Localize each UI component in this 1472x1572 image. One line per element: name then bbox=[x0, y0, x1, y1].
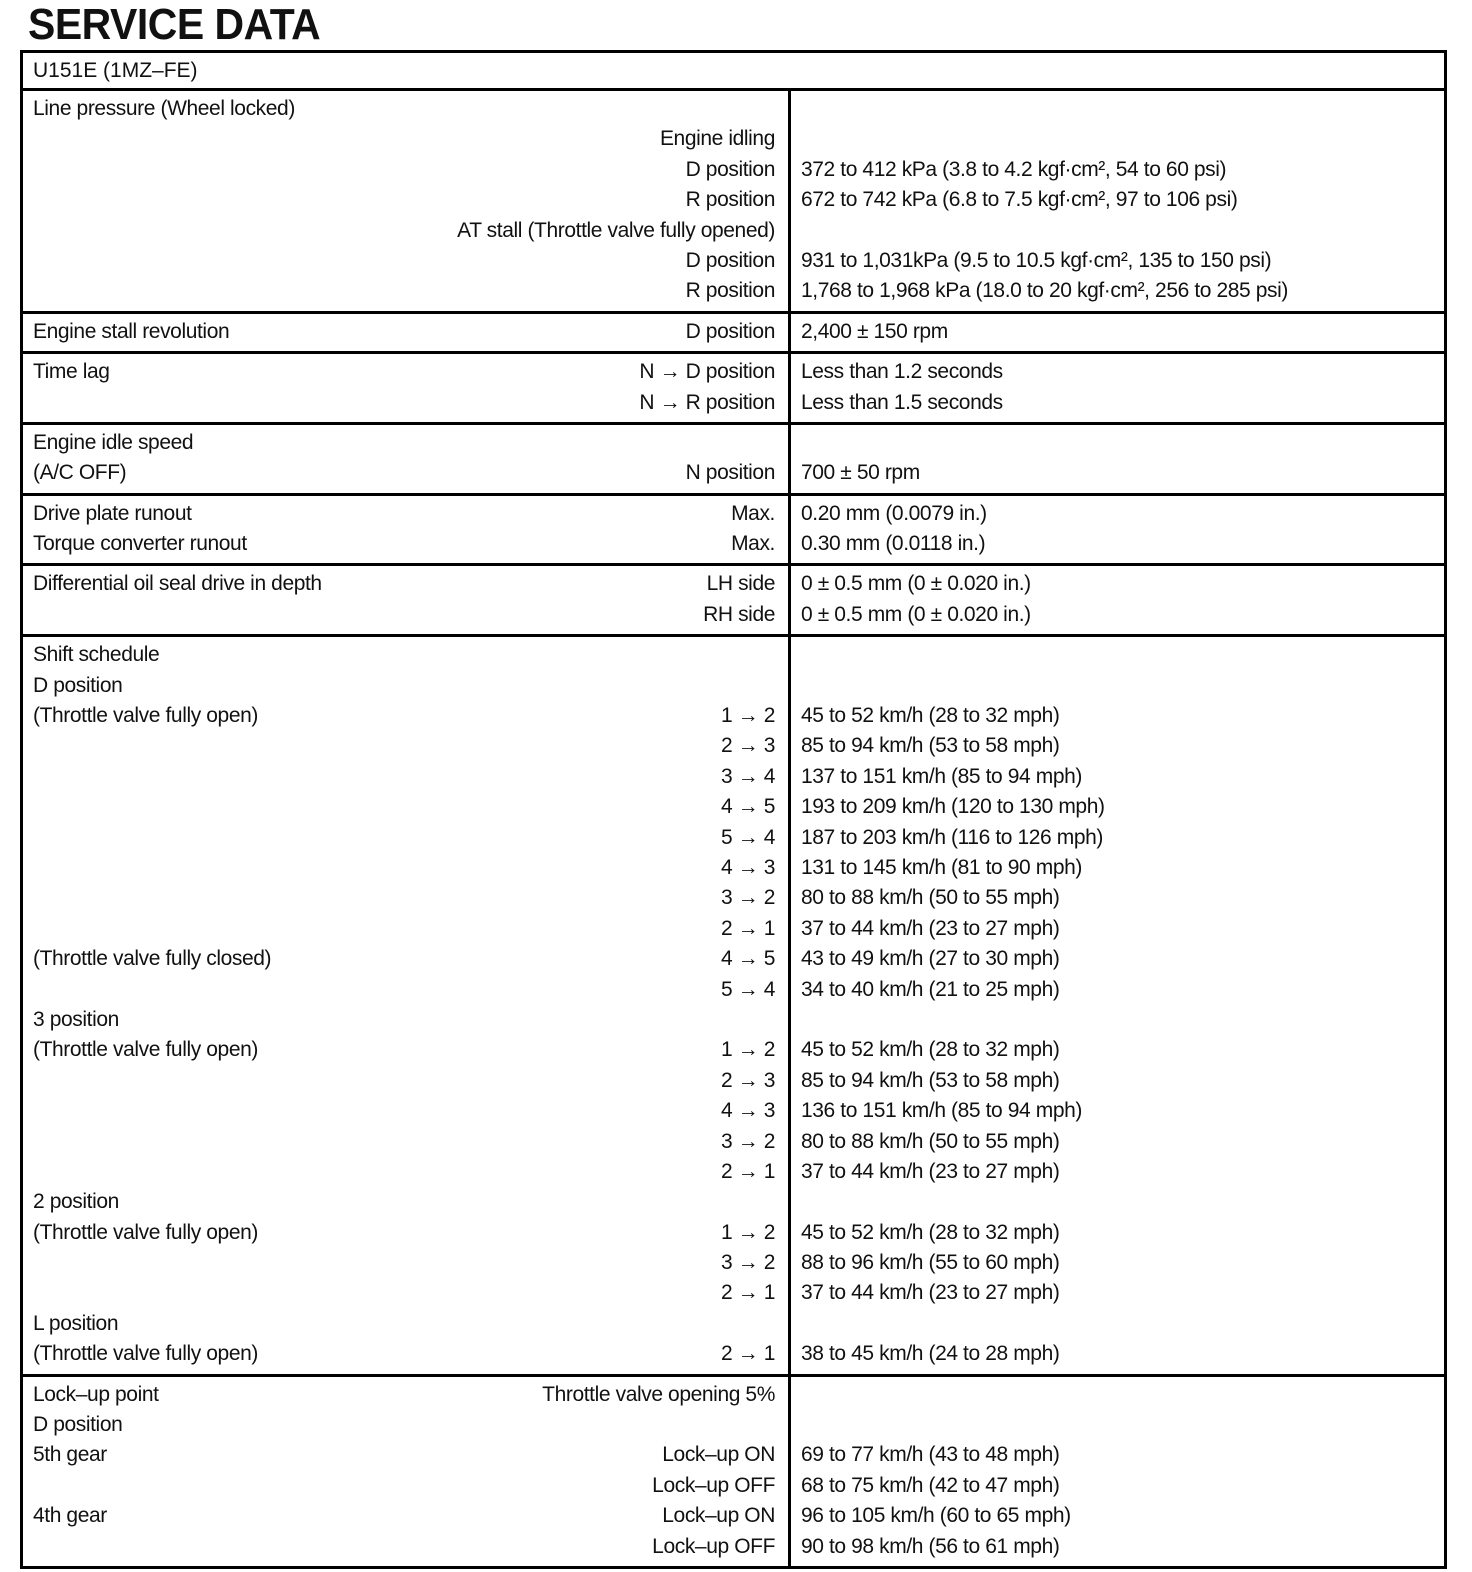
spec-value: Less than 1.2 seconds bbox=[801, 360, 1003, 384]
spec-value: 90 to 98 km/h (56 to 61 mph) bbox=[801, 1534, 1060, 1558]
spec-label-row bbox=[23, 428, 788, 458]
spec-label-row bbox=[23, 1035, 788, 1065]
spec-condition: 4 → 3 bbox=[720, 855, 775, 879]
spec-label-row bbox=[23, 1309, 788, 1339]
spec-label-row bbox=[23, 823, 788, 853]
spec-condition: 1 → 2 bbox=[720, 1038, 775, 1062]
spec-condition: AT stall (Throttle valve fully opened) bbox=[457, 218, 775, 242]
spec-item-column bbox=[23, 637, 791, 1373]
spec-label-row bbox=[23, 155, 788, 185]
spec-condition: 2 → 1 bbox=[720, 1342, 775, 1366]
spec-value: 0 ± 0.5 mm (0 ± 0.020 in.) bbox=[801, 572, 1031, 596]
spec-label: Engine stall revolution bbox=[33, 319, 230, 343]
spec-condition: Lock–up ON bbox=[662, 1443, 775, 1467]
spec-value bbox=[791, 94, 1444, 124]
spec-value: 131 to 145 km/h (81 to 90 mph) bbox=[801, 855, 1083, 879]
spec-value: 68 to 75 km/h (42 to 47 mph) bbox=[801, 1473, 1060, 1497]
spec-condition: D position bbox=[685, 319, 775, 343]
spec-label-row bbox=[23, 1532, 788, 1562]
spec-condition: 4 → 5 bbox=[720, 947, 775, 971]
spec-label-row bbox=[23, 185, 788, 215]
spec-value: 672 to 742 kPa (6.8 to 7.5 kgf·cm², 97 to 106 psi) bbox=[801, 188, 1238, 212]
spec-label: 3 position bbox=[33, 1007, 119, 1031]
spec-label-row bbox=[23, 914, 788, 944]
spec-label-row bbox=[23, 276, 788, 306]
spec-label-row bbox=[23, 357, 788, 387]
spec-condition: Max. bbox=[731, 532, 775, 556]
spec-condition: Lock–up OFF bbox=[652, 1473, 775, 1497]
spec-label: 4th gear bbox=[33, 1504, 107, 1528]
spec-label-row bbox=[23, 246, 788, 276]
spec-label-row bbox=[23, 671, 788, 701]
spec-value-column bbox=[791, 428, 1444, 489]
spec-value: 2,400 ± 150 rpm bbox=[801, 319, 948, 343]
spec-condition: D position bbox=[685, 157, 775, 181]
spec-condition: 3 → 2 bbox=[720, 1251, 775, 1275]
spec-value: Less than 1.5 seconds bbox=[801, 390, 1003, 414]
spec-label-row bbox=[23, 883, 788, 913]
spec-label: 5th gear bbox=[33, 1443, 107, 1467]
spec-label-row bbox=[23, 853, 788, 883]
spec-value bbox=[791, 1005, 1444, 1035]
spec-label-row bbox=[23, 1187, 788, 1217]
spec-value: 80 to 88 km/h (50 to 55 mph) bbox=[801, 886, 1060, 910]
spec-item-column bbox=[23, 566, 791, 634]
spec-value: 931 to 1,031kPa (9.5 to 10.5 kgf·cm², 135 to 150 psi) bbox=[801, 248, 1272, 272]
spec-label: (Throttle valve fully closed) bbox=[33, 947, 272, 971]
spec-label-row bbox=[23, 1157, 788, 1187]
spec-condition: 4 → 3 bbox=[720, 1099, 775, 1123]
table-section bbox=[23, 1377, 1444, 1566]
spec-condition: LH side bbox=[706, 572, 775, 596]
spec-label-row bbox=[23, 1005, 788, 1035]
spec-condition: RH side bbox=[703, 602, 775, 626]
spec-value: 85 to 94 km/h (53 to 58 mph) bbox=[801, 1068, 1060, 1092]
spec-label: (A/C OFF) bbox=[33, 461, 127, 485]
spec-label-row bbox=[23, 1248, 788, 1278]
spec-label-row bbox=[23, 1096, 788, 1126]
spec-condition: Throttle valve opening 5% bbox=[542, 1382, 775, 1406]
spec-condition: Engine idling bbox=[659, 127, 775, 151]
spec-label-row bbox=[23, 1127, 788, 1157]
spec-label: Lock–up point bbox=[33, 1382, 159, 1406]
spec-condition: 2 → 3 bbox=[720, 734, 775, 758]
spec-label: Line pressure (Wheel locked) bbox=[33, 97, 295, 120]
spec-label: 2 position bbox=[33, 1190, 119, 1214]
spec-label-row bbox=[23, 1501, 788, 1531]
spec-label-row bbox=[23, 216, 788, 246]
spec-value: 38 to 45 km/h (24 to 28 mph) bbox=[801, 1342, 1060, 1366]
spec-value-column bbox=[791, 640, 1444, 1369]
model-header: U151E (1MZ–FE) bbox=[23, 53, 1444, 91]
spec-condition: 3 → 2 bbox=[720, 886, 775, 910]
spec-label-row bbox=[23, 499, 788, 529]
spec-value: 0.20 mm (0.0079 in.) bbox=[801, 501, 987, 525]
spec-label-row bbox=[23, 1339, 788, 1369]
spec-label: (Throttle valve fully open) bbox=[33, 1342, 258, 1366]
spec-label: Torque converter runout bbox=[33, 532, 247, 556]
table-section bbox=[23, 314, 1444, 354]
spec-value: 34 to 40 km/h (21 to 25 mph) bbox=[801, 977, 1060, 1001]
table-section bbox=[23, 354, 1444, 425]
spec-label: Time lag bbox=[33, 360, 110, 384]
spec-value: 37 to 44 km/h (23 to 27 mph) bbox=[801, 1281, 1060, 1305]
table-section bbox=[23, 91, 1444, 314]
table-section bbox=[23, 496, 1444, 567]
spec-value: 43 to 49 km/h (27 to 30 mph) bbox=[801, 947, 1060, 971]
spec-value: 45 to 52 km/h (28 to 32 mph) bbox=[801, 704, 1060, 728]
table-section bbox=[23, 566, 1444, 637]
table-section bbox=[23, 425, 1444, 496]
spec-value: 80 to 88 km/h (50 to 55 mph) bbox=[801, 1129, 1060, 1153]
spec-value bbox=[791, 1187, 1444, 1217]
spec-condition: 1 → 2 bbox=[720, 704, 775, 728]
spec-value bbox=[791, 124, 1444, 154]
spec-value: 37 to 44 km/h (23 to 27 mph) bbox=[801, 916, 1060, 940]
spec-label-row bbox=[23, 529, 788, 559]
spec-label-row bbox=[23, 1218, 788, 1248]
spec-condition: N position bbox=[685, 461, 775, 485]
spec-value-column bbox=[791, 317, 1444, 347]
spec-condition: R position bbox=[685, 188, 775, 212]
spec-condition: 1 → 2 bbox=[720, 1220, 775, 1244]
spec-condition: Lock–up ON bbox=[662, 1504, 775, 1528]
spec-item-column bbox=[23, 354, 791, 422]
spec-label: D position bbox=[33, 1413, 123, 1437]
service-data-table bbox=[20, 50, 1447, 1569]
spec-value: 1,768 to 1,968 kPa (18.0 to 20 kgf·cm², 256 to 285 psi) bbox=[801, 279, 1288, 303]
spec-label-row bbox=[23, 569, 788, 599]
spec-label-row bbox=[23, 388, 788, 418]
spec-value: 45 to 52 km/h (28 to 32 mph) bbox=[801, 1220, 1060, 1244]
spec-item-column bbox=[23, 314, 791, 351]
spec-label-row bbox=[23, 1278, 788, 1308]
spec-condition: 5 → 4 bbox=[720, 977, 775, 1001]
spec-item-column bbox=[23, 425, 791, 493]
spec-value bbox=[791, 1410, 1444, 1440]
spec-value: 372 to 412 kPa (3.8 to 4.2 kgf·cm², 54 to 60 psi) bbox=[801, 157, 1227, 181]
spec-value: 0 ± 0.5 mm (0 ± 0.020 in.) bbox=[801, 602, 1031, 626]
spec-label: Engine idle speed bbox=[33, 430, 194, 454]
spec-condition: Max. bbox=[731, 501, 775, 525]
spec-item-column bbox=[23, 496, 791, 564]
spec-condition: 2 → 1 bbox=[720, 916, 775, 940]
spec-condition: N → D position bbox=[639, 360, 775, 384]
spec-label: L position bbox=[33, 1311, 119, 1335]
spec-label-row bbox=[23, 1471, 788, 1501]
spec-item-column bbox=[23, 91, 791, 311]
spec-value: 193 to 209 km/h (120 to 130 mph) bbox=[801, 795, 1105, 819]
spec-value bbox=[791, 216, 1444, 246]
spec-label-row bbox=[23, 944, 788, 974]
spec-condition: 3 → 4 bbox=[720, 764, 775, 788]
spec-value bbox=[791, 1309, 1444, 1339]
spec-value bbox=[791, 1380, 1444, 1410]
spec-label-row bbox=[23, 124, 788, 154]
spec-value: 0.30 mm (0.0118 in.) bbox=[801, 532, 986, 556]
spec-condition: 5 → 4 bbox=[720, 825, 775, 849]
spec-label-row bbox=[23, 701, 788, 731]
spec-label-row bbox=[23, 317, 788, 347]
page-title: SERVICE DATA bbox=[28, 0, 321, 49]
spec-label: Differential oil seal drive in depth bbox=[33, 572, 322, 596]
spec-condition: 2 → 1 bbox=[720, 1159, 775, 1183]
spec-label-row bbox=[23, 792, 788, 822]
spec-value-column bbox=[791, 1380, 1444, 1562]
spec-label-row bbox=[23, 975, 788, 1005]
spec-condition: R position bbox=[685, 279, 775, 303]
spec-label-row bbox=[23, 1066, 788, 1096]
spec-label: D position bbox=[33, 673, 123, 697]
spec-condition: Lock–up OFF bbox=[652, 1534, 775, 1558]
spec-condition: 2 → 3 bbox=[720, 1068, 775, 1092]
spec-value: 45 to 52 km/h (28 to 32 mph) bbox=[801, 1038, 1060, 1062]
spec-condition: D position bbox=[685, 248, 775, 272]
table-section bbox=[23, 637, 1444, 1376]
spec-condition: 4 → 5 bbox=[720, 795, 775, 819]
spec-label-row bbox=[23, 600, 788, 630]
spec-value: 136 to 151 km/h (85 to 94 mph) bbox=[801, 1099, 1083, 1123]
spec-label: (Throttle valve fully open) bbox=[33, 704, 258, 728]
spec-label: Shift schedule bbox=[33, 643, 160, 667]
spec-value-column bbox=[791, 94, 1444, 307]
spec-label: (Throttle valve fully open) bbox=[33, 1220, 258, 1244]
spec-value: 187 to 203 km/h (116 to 126 mph) bbox=[801, 825, 1104, 849]
spec-label-row bbox=[23, 94, 788, 124]
spec-label: Drive plate runout bbox=[33, 501, 192, 525]
spec-condition: 3 → 2 bbox=[720, 1129, 775, 1153]
spec-value: 37 to 44 km/h (23 to 27 mph) bbox=[801, 1159, 1060, 1183]
spec-value: 700 ± 50 rpm bbox=[801, 461, 920, 485]
spec-condition: 2 → 1 bbox=[720, 1281, 775, 1305]
spec-value: 88 to 96 km/h (55 to 60 mph) bbox=[801, 1251, 1060, 1275]
spec-label-row bbox=[23, 1380, 788, 1410]
spec-value: 96 to 105 km/h (60 to 65 mph) bbox=[801, 1504, 1071, 1528]
spec-label-row bbox=[23, 762, 788, 792]
spec-label-row bbox=[23, 640, 788, 670]
table-body bbox=[23, 91, 1444, 1566]
spec-condition: N → R position bbox=[639, 390, 775, 414]
spec-label-row bbox=[23, 1440, 788, 1470]
spec-value-column bbox=[791, 499, 1444, 560]
spec-value bbox=[791, 640, 1444, 670]
spec-label-row bbox=[23, 731, 788, 761]
spec-label: (Throttle valve fully open) bbox=[33, 1038, 258, 1062]
spec-value: 137 to 151 km/h (85 to 94 mph) bbox=[801, 764, 1083, 788]
spec-item-column bbox=[23, 1377, 791, 1566]
spec-value-column bbox=[791, 357, 1444, 418]
spec-value bbox=[791, 428, 1444, 458]
spec-label-row bbox=[23, 1410, 788, 1440]
spec-value: 69 to 77 km/h (43 to 48 mph) bbox=[801, 1443, 1060, 1467]
spec-value: 85 to 94 km/h (53 to 58 mph) bbox=[801, 734, 1060, 758]
spec-value-column bbox=[791, 569, 1444, 630]
spec-label-row bbox=[23, 458, 788, 488]
spec-value bbox=[791, 671, 1444, 701]
